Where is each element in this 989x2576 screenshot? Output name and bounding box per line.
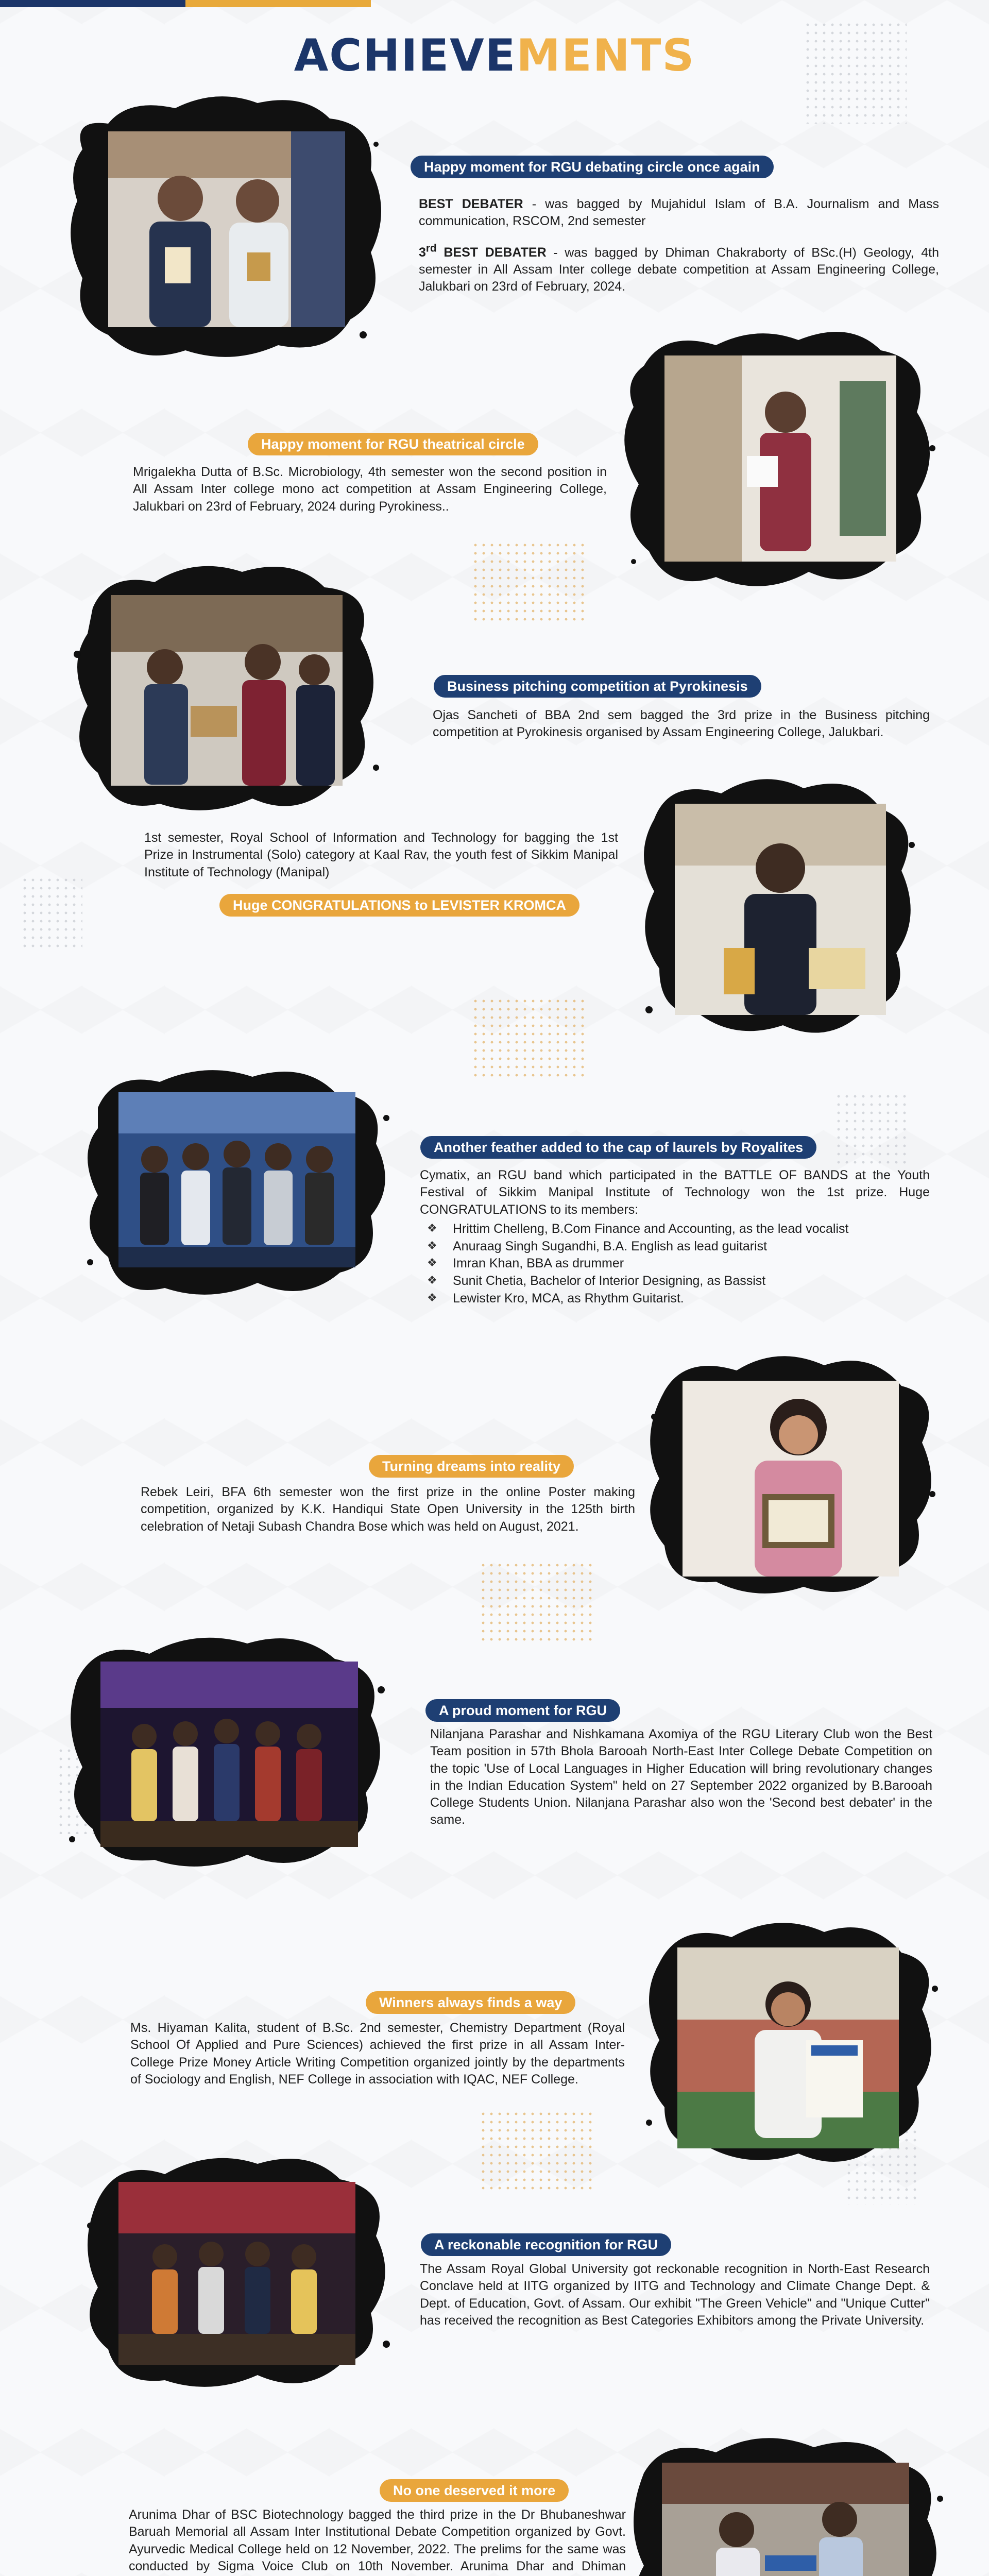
list-item: ❖ Sunit Chetia, Bachelor of Interior Designing, as Bassist xyxy=(420,1273,930,1290)
photo-article-writing-winner xyxy=(634,1906,943,2174)
decorative-dots xyxy=(21,876,82,948)
photo-debate-winners xyxy=(62,88,391,376)
text-no-one-deserved: Arunima Dhar of BSC Biotechnology bagged the third prize in the Dr Bhubaneshwar Baruah Memorial all Assam Inter Institutional Debate Competition organized by Govt. Ayurvedic Medical College held on 12 November, 2022. The prelims for the same was conducted by Sigma Voice Club on 10th November. Arunima Dhar and Dhiman xyxy=(129,2507,626,2573)
text-instrumental-winner: 1st semester, Royal School of Information and Technology for bagging the 1st Prize in Instrumental (Solo) category at Kaal Rav, the youth fest of Sikkim Manipal Institute of Technology (Manipal) xyxy=(144,831,618,879)
decorative-dots xyxy=(834,1092,907,1164)
heading-debating-circle: Happy moment for RGU debating circle once again xyxy=(411,156,774,178)
text-business-pitching: Ojas Sancheti of BBA 2nd sem bagged the 3rd prize in the Business pitching competition at Pyrokinesis organised by Assam Engineering College, Jalukbari. xyxy=(433,708,930,740)
photo-research-conclave xyxy=(77,2138,397,2396)
heading-winners-find-way: Winners always finds a way xyxy=(366,1991,575,2014)
list-item: ❖ Lewister Kro, MCA, as Rhythm Guitarist. xyxy=(420,1290,930,1308)
list-item: ❖ Hrittim Chelleng, B.Com Finance and Accounting, as the lead vocalist xyxy=(420,1221,930,1238)
heading-reckonable-recognition: A reckonable recognition for RGU xyxy=(421,2233,671,2256)
decorative-dots xyxy=(471,541,585,623)
page-title: ACHIEVEMENTS xyxy=(294,30,695,81)
decorative-dots xyxy=(804,21,907,124)
list-item: ❖ Anuraag Singh Sugandhi, B.A. English as lead guitarist xyxy=(420,1238,930,1256)
photo-literary-club-stage xyxy=(57,1618,397,1875)
text-royalites-laurels: Cymatix, an RGU band which participated in the BATTLE OF BANDS at the Youth Festival of Sikkim Manipal Institute of Technology won the 1st prize. Huge CONGRATULATIONS to its members: ❖ Hrittim Chelleng, B.Com Finance and Accounting, as the lead vocalist ❖ Anuraag Singh Sugandhi, B.A. English as lead guitarist ❖ Imran Khan, BBA as drummer ❖ Sunit Chetia, Bachelor of Interior Designing, as Bassist ❖ Lewister Kro, MCA, as Rhythm Guitarist. xyxy=(420,1167,930,1308)
band-member-list xyxy=(420,1221,930,1308)
photo-business-pitching xyxy=(67,551,386,819)
text-debating-circle: BEST DEBATER - was bagged by Mujahidul Islam of B.A. Journalism and Mass communication, RSCOM, 2nd semester 3rd BEST DEBATER - was bagged by Dhiman Chakraborty of BSc.(H) Geology, 4th semester in All Assam Inter college debate competition at Assam Engineering College, Jalukbari on 23rd of February, 2024. xyxy=(419,197,940,294)
photo-band-members xyxy=(77,1051,397,1298)
text-turning-dreams: Rebek Leiri, BFA 6th semester won the first prize in the online Poster making competition, organized by K.K. Handiqui State Open University in the 125th birth celebration of Netaji Subash Chandra Bose which was held on August, 2021. xyxy=(141,1485,635,1534)
decorative-dots xyxy=(471,997,585,1079)
heading-turning-dreams: Turning dreams into reality xyxy=(369,1455,574,1478)
text-winners-find-way: Ms. Hiyaman Kalita, student of B.Sc. 2nd semester, Chemistry Department (Royal School Of Applied and Pure Sciences) achieved the first prize in all Assam Inter-College Prize Money Article Writing Competition organized jointly by the departments of Sociology and English, NEF College in association with IQAC, NEF College. xyxy=(130,2021,625,2087)
heading-business-pitching: Business pitching competition at Pyrokinesis xyxy=(434,675,761,698)
heading-proud-moment: A proud moment for RGU xyxy=(425,1699,620,1722)
text-theatrical-circle: Mrigalekha Dutta of B.Sc. Microbiology, 4th semester won the second position in All Assam Inter college mono act competition at Assam Engineering College, Jalukbari on 23rd of February, 2024 during Pyrokiness.. xyxy=(133,465,607,514)
photo-instrumental-winner xyxy=(634,762,922,1051)
text-reckonable-recognition: The Assam Royal Global University got reckonable recognition in North-East Research Conclave held at IITG organized by IITG and Technology and Climate Change Dept. & Dept. of Education, Govt. of Assam. Our exhibit "The Green Vehicle" and "Unique Cutter" has received the recognition as Best Categories Exhibitors among the Private University. xyxy=(420,2262,930,2328)
decorative-dots xyxy=(479,2110,592,2192)
heading-congratulations-levister: Huge CONGRATULATIONS to LEVISTER KROMCA xyxy=(219,894,579,917)
decorative-dots xyxy=(479,1561,592,1643)
photo-mono-act-winner xyxy=(613,319,943,598)
text-proud-moment: Nilanjana Parashar and Nishkamana Axomiya of the RGU Literary Club won the Best Team position in 57th Bhola Barooah North-East Inter College Debate Competition on the topic 'Use of Local Languages in Higher Education will bring revolutionary changes in the Indian Education System" held on 27 September 2022 organized by B.Barooah College Students Union. Nilanjana Parashar also won the 'Second best debater' in the same. xyxy=(430,1727,932,1827)
top-accent-bar-gold xyxy=(185,0,371,7)
top-accent-bar-navy xyxy=(0,0,185,7)
photo-poster-winner xyxy=(634,1340,943,1607)
list-item: ❖ Imran Khan, BBA as drummer xyxy=(420,1255,930,1273)
heading-theatrical-circle: Happy moment for RGU theatrical circle xyxy=(248,433,538,455)
heading-royalites-laurels: Another feather added to the cap of laurels by Royalites xyxy=(420,1136,816,1159)
photo-debate-prize xyxy=(618,2421,948,2576)
heading-no-one-deserved: No one deserved it more xyxy=(380,2479,569,2502)
